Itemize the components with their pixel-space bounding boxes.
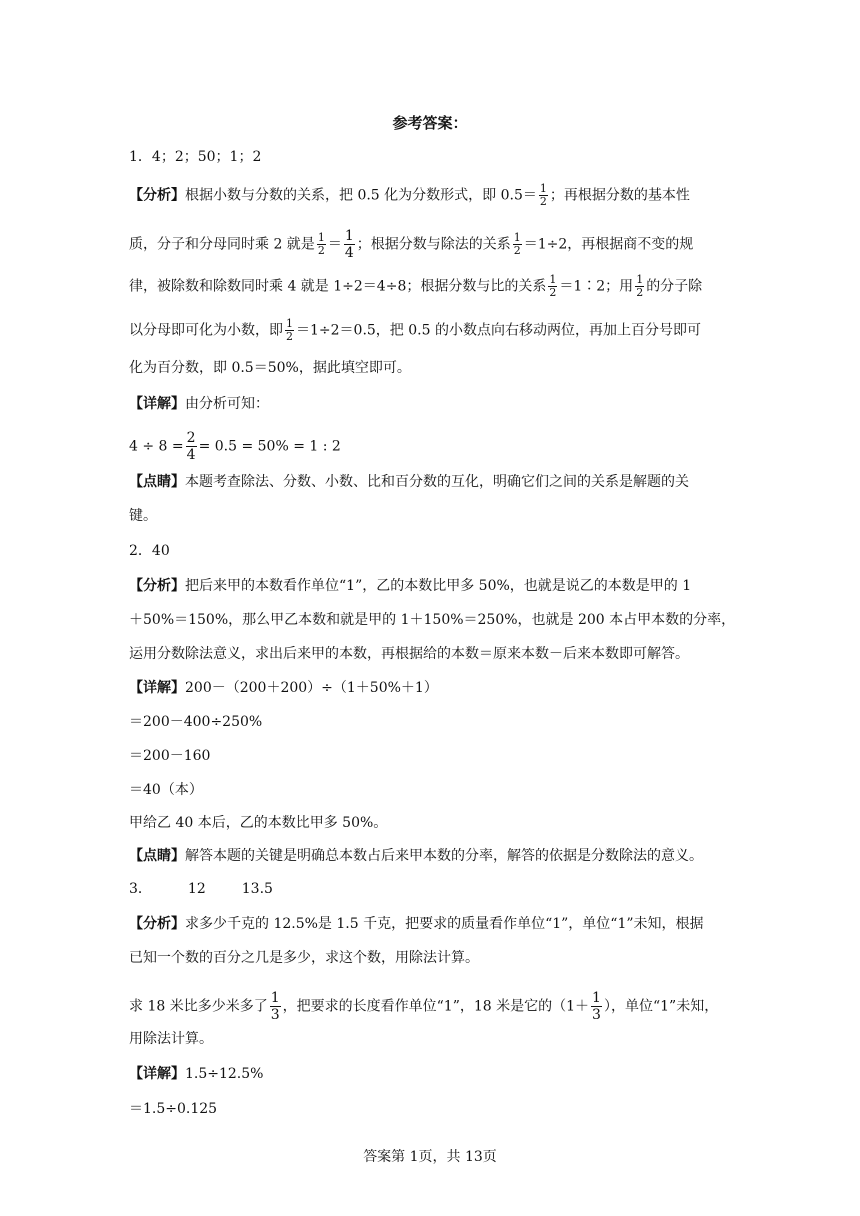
q1-point-line-1: 【点睛】本题考查除法、分数、小数、比和百分数的互化，明确它们之间的关系是解题的关 (129, 474, 689, 490)
q2-detail-line-4: ＝40（本） (129, 782, 203, 798)
q1-analysis-line-2: 质，分子和分母同时乘 2 就是 $\frac{1}{2}$ ＝ $\frac{1}{4}$ ；根据分数与除法的关系 $\frac{1}{2}$ ＝1÷2，再根据商不变的规 (129, 228, 694, 261)
point-tag: 【点睛】 (129, 474, 185, 490)
q1-analysis-line-1: 【分析】根据小数与分数的关系，把 0.5 化为分数形式，即 0.5＝ $\frac{1}{2}$ ；再根据分数的基本性 (129, 182, 690, 208)
analysis-tag: 【分析】 (129, 187, 185, 204)
q3-analysis-line-2: 已知一个数的百分之几是多少，求这个数，用除法计算。 (129, 950, 479, 966)
q3-analysis-line-4: 用除法计算。 (129, 1031, 213, 1047)
q2-analysis-line-2: ＋50%＝150%，那么甲乙本数和就是甲的 1＋150%＝250%，也就是 200 本占甲本数的分率， (129, 612, 736, 628)
q1-equation: 4 ÷ 8 = $\frac{2}{4}$ = 0.5 = 50% = 1 : 2 (129, 430, 341, 463)
q2-analysis-line-1: 【分析】把后来甲的本数看作单位“1”，乙的本数比甲多 50%，也就是说乙的本数是甲的 1 (129, 578, 692, 594)
q2-detail-line-2: ＝200－400÷250% (129, 714, 263, 730)
fraction-half: $\frac{1}{2}$ (539, 182, 547, 208)
q2-detail-line-5: 甲给乙 40 本后，乙的本数比甲多 50%。 (129, 815, 388, 831)
page-title: 参考答案： (392, 114, 468, 132)
q1-analysis-line-4: 以分母即可化为小数，即 $\frac{1}{2}$ ＝1÷2＝0.5，把 0.5 的小数点向右移动两位，再加上百分号即可 (129, 317, 701, 343)
q3-answer: 3． 12 13.5 (129, 881, 273, 897)
q1-analysis-line-3: 律，被除数和除数同时乘 4 就是 1÷2＝4÷8；根据分数与比的关系 $\frac{1}{2}$ ＝1∶2；用 $\frac{1}{2}$ 的分子除 (129, 273, 703, 299)
q3-detail-line-2: ＝1.5÷0.125 (129, 1101, 218, 1117)
q1-detail: 【详解】由分析可知： (129, 396, 269, 412)
q1-analysis-line-5: 化为百分数，即 0.5＝50%，据此填空即可。 (129, 360, 411, 376)
detail-tag: 【详解】 (129, 680, 185, 696)
q1-point-line-2: 键。 (129, 508, 157, 524)
point-tag: 【点睛】 (129, 848, 185, 864)
analysis-tag: 【分析】 (129, 578, 185, 594)
q1-answer: 1．4；2；50；1；2 (129, 149, 262, 165)
fraction-half: $\frac{1}{2}$ (549, 273, 557, 299)
fraction-quarter: $\frac{1}{4}$ (344, 228, 354, 261)
fraction-half: $\frac{1}{2}$ (317, 231, 325, 257)
fraction-two-fourths: $\frac{2}{4}$ (186, 430, 196, 463)
fraction-half: $\frac{1}{2}$ (636, 273, 644, 299)
analysis-tag: 【分析】 (129, 916, 185, 932)
q2-answer: 2．40 (129, 543, 170, 559)
fraction-half: $\frac{1}{2}$ (513, 231, 521, 257)
detail-tag: 【详解】 (129, 1066, 185, 1082)
q2-analysis-line-3: 运用分数除法意义，求出后来甲的本数，再根据给的本数＝原来本数－后来本数即可解答。 (129, 646, 689, 662)
fraction-half: $\frac{1}{2}$ (286, 317, 293, 343)
q2-detail-line-1: 【详解】200－（200＋200）÷（1＋50%＋1） (129, 680, 438, 696)
q3-analysis-line-1: 【分析】求多少千克的 12.5%是 1.5 千克，把要求的质量看作单位“1”，单位“1”未知，根据 (129, 916, 704, 932)
detail-tag: 【详解】 (129, 396, 185, 412)
q2-detail-line-3: ＝200－160 (129, 748, 211, 764)
fraction-third: $\frac{1}{3}$ (592, 990, 601, 1023)
q2-point: 【点睛】解答本题的关键是明确总本数占后来甲本数的分率，解答的依据是分数除法的意义。 (129, 848, 703, 864)
q3-analysis-line-3: 求 18 米比多少米多了 $\frac{1}{3}$ ，把要求的长度看作单位“1”，18 米是它的（1＋ $\frac{1}{3}$ ），单位“1”未知， (129, 990, 719, 1023)
page-footer: 答案第 1页，共 13页 (363, 1149, 497, 1165)
q3-detail-line-1: 【详解】1.5÷12.5% (129, 1066, 264, 1082)
fraction-third: $\frac{1}{3}$ (270, 990, 280, 1023)
